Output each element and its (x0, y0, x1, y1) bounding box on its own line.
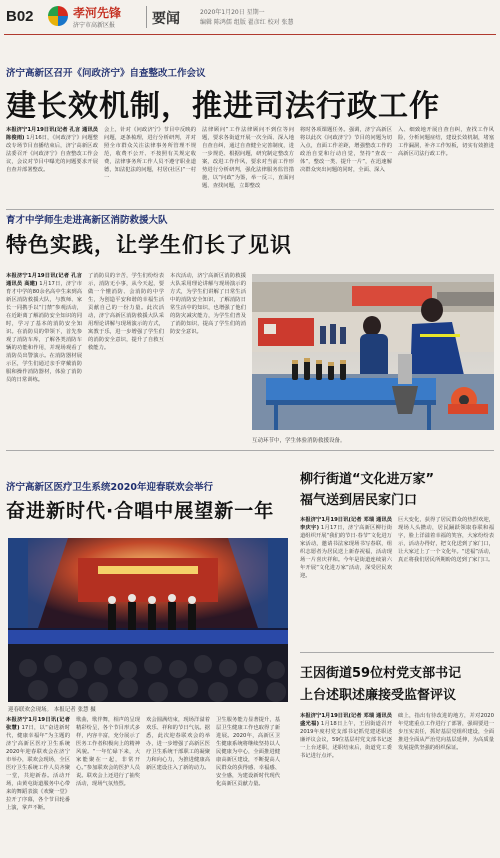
article3-column-1: 本报济宁1月19日讯(记者 张慧) 17日，以“奋进新时代，健康幸福年”为主题的济宁高新区医疗卫生系统2020年迎春联欢会在济宁市举办，联欢会现场，全区医疗卫生系统工作人员齐聚一堂，共迎新春。活动开场，由黄屯街道服务中心带来的舞蹈表演《欢聚一堂》拉开了序幕，各个节目轮番上演，掌声不断。 (6, 717, 70, 811)
article2-byline: 本报济宁1月19日讯(记者 孔言 通讯员 高建) (6, 273, 82, 287)
editors-line: 编辑 陈鸿儒 组版 翟彦红 校对 张慧 (200, 19, 294, 26)
article3-photo-caption: 迎春联欢会现场。 本报记者 张慧 摄 (8, 707, 96, 713)
article3-column-4: 卫生服务能力显著提升，基层卫生健康工作也取得了新进展。2020年，高新区卫生健康系统将继续坚持以人民健康为中心，全面推进健康高新区建设，不断提高人民群众的获得感、幸福感、安全感，为建设新时代现代化高新区贡献力量。 (216, 717, 280, 787)
article3-byline: 本报济宁1月19日讯(记者 张慧) (6, 717, 70, 731)
article4-headline-line1: 柳行街道“文化进万家” (300, 472, 435, 487)
article5-column-1: 本报济宁1月19日讯(记者 邓瑞 通讯员 盛光福) 1月18日上午，王因街道召开2019年度村党支部书记抓党建述职述廉评议会议，59位基层村党支部书记逐一上台述职，述职结束后，街道党工委书记进行点评。 (300, 713, 392, 759)
fire-station-photo (252, 274, 494, 430)
divider (6, 450, 494, 451)
divider (6, 209, 494, 210)
article1-byline: 本报济宁1月19日讯(记者 孔言 通讯员 陈俊雨) (6, 127, 98, 141)
article4-byline: 本报济宁1月19日讯(记者 邓瑞 通讯员 李庆宇) (300, 517, 392, 531)
article2-kicker: 育才中学师生走进高新区消防救援大队 (6, 215, 168, 226)
article2-photo-caption: 互动环节中，学生体验消防救援设备。 (252, 438, 346, 444)
article2-column-3: 本次活动，济宁高新区消防救援大队采用理论讲解与现场演示的方式，为学生们讲解了日常生活中的消防安全知识，了解消防日常生活中的知识，也增强了他们的防灾减灾能力，为学生们普及了消防知识，提高了学生们的消防安全意识。 (170, 273, 246, 335)
article5-headline-line1: 王因街道59位村党支部书记 (300, 666, 462, 681)
article3-kicker: 济宁高新区医疗卫生系统2020年迎春联欢会举行 (6, 482, 213, 493)
divider (300, 652, 494, 653)
article1-column-5: 入、细致地开展自查自纠，查找工作风险，分析问题症结，建设长效机制，堵塞工作漏洞，补齐工作短板，切实有效推进高新区司法行政工作。 (398, 127, 494, 157)
header-divider (146, 6, 147, 28)
page-header (0, 0, 500, 34)
article2-column-1: 本报济宁1月19日讯(记者 孔言 通讯员 高建) 1月17日，济宁市育才中学的80余名高中生来到高新区消防救援大队，与教师、家长一同携手以“门禁”参观活动，在近距离了解消防安全知识的同时，学习了基本的消防安全知识。在消防员的带领下，首先参观了消防车库，了解各类消防车辆的功能和作用，并现场观看了消防员出警演示。在消防器材展示区，学生们通过亲手穿戴消防服和操作消防器材，体验了消防员的日常训练。 (6, 273, 82, 383)
spring-gala-photo (8, 538, 288, 702)
article2-column-2: 了消防员的辛苦，学生们纷纷表示，消防无小事，从今天起，要做一个懂消防、会消防的中学生，为创造平安和谐的幸福生活贡献自己的一份力量。此次活动，济宁高新区消防救援大队采用理论讲解与现场演示的方式，寓教于乐，进一步增强了学生们的消防安全意识，提升了自救互救能力。 (88, 273, 164, 351)
article4-headline-line2: 福气送到居民家门口 (300, 493, 418, 508)
newspaper-logo-icon (48, 6, 68, 26)
article5-byline: 本报济宁1月19日讯(记者 邓瑞 通讯员 盛光福) (300, 713, 392, 727)
article4-column-2: 巨大变化，获得了居民群众的热烈欢迎，现场人头攒动，居民踊跃领取春联和福字，脸上洋溢着幸福的笑容，大家纷纷表示，活动办得好，把文化送到了家门口，让大家过上了一个文化年。“送福”活动，真正将我们居民所期盼的送到了家门口。 (398, 517, 494, 563)
section-title: 要闻 (152, 11, 180, 27)
page-number: B02 (6, 8, 34, 25)
article1-column-1: 本报济宁1月19日讯(记者 孔言 通讯员 陈俊雨) 1月16日，《问政济宁》问题整改专场节目直播结束后，济宁高新区政法委召开《问政济宁》自查整改工作会议，会议对节目中曝光的问题要求开展自查并部署整改。 (6, 127, 98, 173)
article3-headline: 奋进新时代·合唱中展望新一年 (6, 500, 275, 522)
article1-column-2: 会上，针对《问政济宁》节目中反映的问题，逐条梳理，进行分析研判，并对照全市群众关注法律事务所管理不规范，收费不公开、不按照有关规定收费，法律事务所工作人员不遵守职业道德，知法犯法的问题，村居(社区)“一村一 (104, 127, 196, 181)
article4-column-1: 本报济宁1月19日讯(记者 邓瑞 通讯员 李庆宇) 1月17日，济宁高新区柳行街道组织开展“我们的节日·春节”文化进万家活动，邀请书法家现场书写春联，组织志愿者为居民送上新春祝福，活动现场一片喜庆祥和。今年是街道连续第六年开展“文化进万家”活动，深受居民欢迎。 (300, 517, 392, 579)
article3-column-2: 歌曲，歌伴舞，相声的呈现精彩纷呈，各个节目形式多样，内容丰富，充分展示了医务工作者积极向上的精神风貌。“一年忙碌下来，大家能聚在一起，非常开心。”参加联欢会的医护人员说。联欢会上还进行了抽奖活动，现场气氛热烈。 (76, 717, 140, 787)
article1-kicker: 济宁高新区召开《问政济宁》自查整改工作会议 (6, 68, 206, 79)
date-line: 2020年1月20日 星期一 (200, 9, 265, 16)
article1-column-4: 将时各项课题任务。强调，济宁高新区将以此次《问政济宁》节目的问题为切入点，直面工作差距，增强整改工作的政治自觉和行动自觉，坚持“查改一体”，整改一类、提升一片”，在迅速解决群众突出问题的同时，全面、深入 (300, 127, 392, 173)
header-rule (4, 34, 496, 35)
article5-column-2: 础上，指出有待改进的地方，并对2020年党建重点工作进行了部署，强调要进一步压实责任，抓好基层党组织建设，全面推进全面从严治党向基层延伸，为高质量发展提供坚强的组织保证。 (398, 713, 494, 751)
newspaper-subtitle: 济宁市高新区报 (73, 22, 116, 29)
newspaper-name: 孝河先锋 (73, 6, 122, 20)
article1-headline: 建长效机制，推进司法行政工作 (6, 89, 440, 124)
article5-headline-line2: 上台述职述廉接受监督评议 (300, 688, 457, 703)
article3-column-3: 欢会圆满结束，现场洋溢着欢乐、祥和的节日气氛。据悉，此次迎春联欢会的举办，进一步增强了高新区医疗卫生系统干部职工的凝聚力和向心力，为推进健康高新区建设注入了新的动力。 (146, 717, 210, 771)
article1-column-3: 法律顾问”工作法律顾问不到位等问题，要求各街道开展一次全面、深入地自查自纠，通过自查健全完善制度，进一步规范、根据问题，研究制定整改方案，改进工作作风，要求对当前工作形势进行分析研判，强化法律服务监管措施，以“问政”为鉴，举一反三，直面问题、查找问题，立即整改 (202, 127, 294, 189)
article2-headline: 特色实践，让学生们长了见识 (6, 233, 292, 257)
